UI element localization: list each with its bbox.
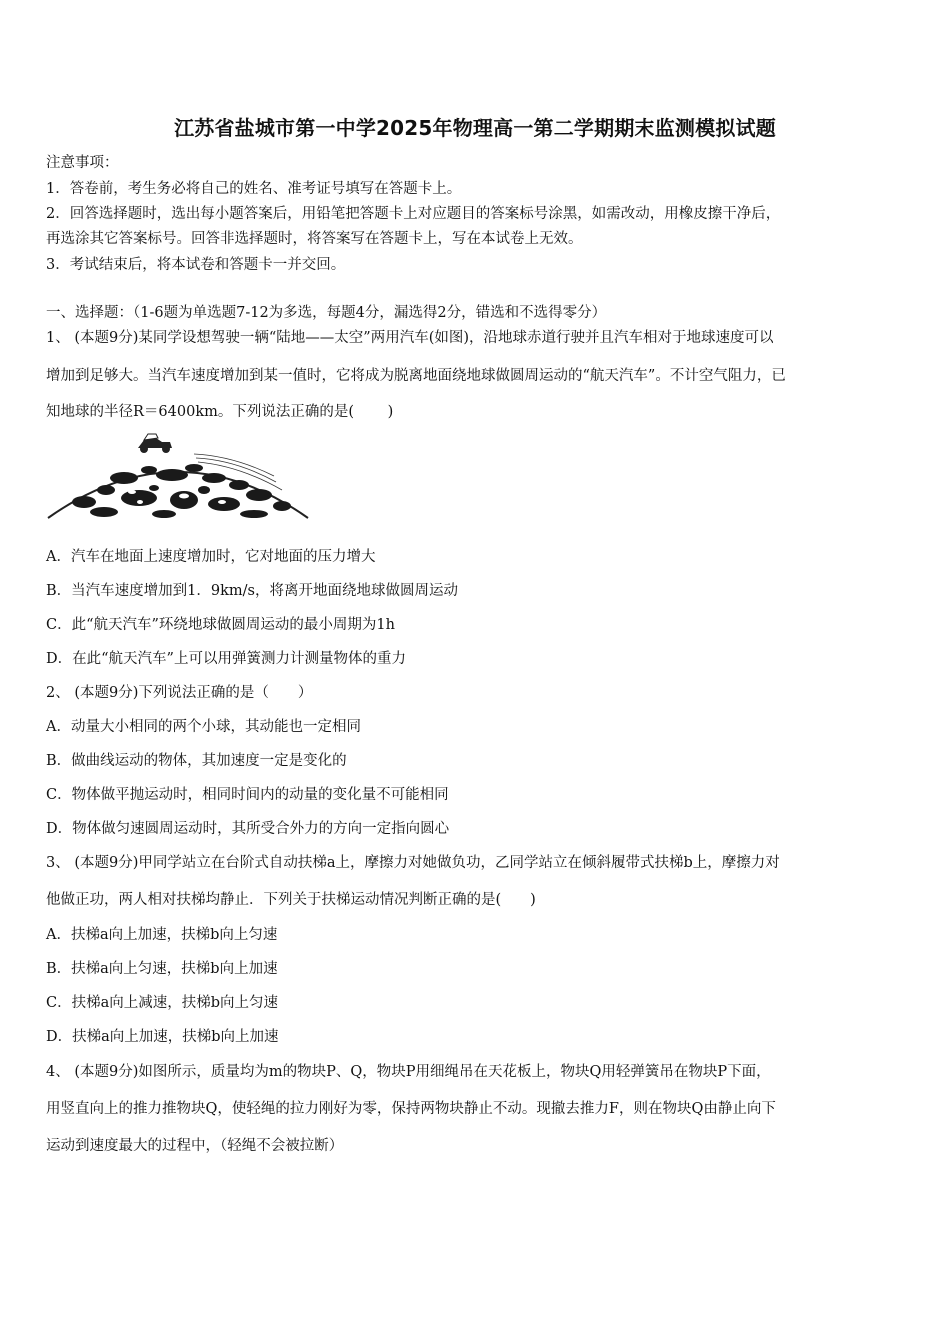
notice-item: 再选涂其它答案标号。回答非选择题时，将答案写在答题卡上，写在本试卷上无效。 [46, 231, 583, 247]
option-a: A．动量大小相同的两个小球，其动能也一定相同 [46, 719, 361, 735]
option-c: C．此“航天汽车”环绕地球做圆周运动的最小周期为1h [46, 617, 395, 633]
section-heading: 一、选择题：（1-6题为单选题7-12为多选，每题4分，漏选得2分，错选和不选得零分） [46, 305, 607, 321]
option-c: C．扶梯a向上减速，扶梯b向上匀速 [46, 995, 279, 1011]
page-title: 江苏省盐城市第一中学2025年物理高一第二学期期末监测模拟试题 [174, 116, 776, 140]
option-d: D．物体做匀速圆周运动时，其所受合外力的方向一定指向圆心 [46, 821, 450, 837]
question-4-text: 用竖直向上的推力推物块Q，使轻绳的拉力刚好为零，保持两物块静止不动。现撤去推力F，则在物块Q由静止向下 [46, 1101, 776, 1117]
earth-car-figure [44, 430, 312, 522]
option-a: A．扶梯a向上加速，扶梯b向上匀速 [46, 927, 278, 943]
option-a: A．汽车在地面上速度增加时，它对地面的压力增大 [46, 549, 376, 565]
question-2-text: 2、 (本题9分)下列说法正确的是（ ） [46, 685, 313, 701]
option-b: B．当汽车速度增加到1．9km/s，将离开地面绕地球做圆周运动 [46, 583, 458, 599]
option-c: C．物体做平抛运动时，相同时间内的动量的变化量不可能相同 [46, 787, 449, 803]
notice-item: 3．考试结束后，将本试卷和答题卡一并交回。 [46, 257, 346, 273]
question-1-text: 知地球的半径R＝6400km。下列说法正确的是( ) [46, 404, 394, 420]
question-4-text: 运动到速度最大的过程中，（轻绳不会被拉断） [46, 1138, 344, 1154]
option-b: B．扶梯a向上匀速，扶梯b向上加速 [46, 961, 278, 977]
notice-item: 1．答卷前，考生务必将自己的姓名、准考证号填写在答题卡上。 [46, 181, 462, 197]
option-d: D．扶梯a向上加速，扶梯b向上加速 [46, 1029, 279, 1045]
question-4-text: 4、 (本题9分)如图所示，质量均为m的物块P、Q，物块P用细绳吊在天花板上，物块Q用轻弹簧吊在物块P下面， [46, 1064, 771, 1080]
option-d: D．在此“航天汽车”上可以用弹簧测力计测量物体的重力 [46, 651, 406, 667]
question-3-text: 他做正功，两人相对扶梯均静止．下列关于扶梯运动情况判断正确的是( ) [46, 892, 536, 908]
option-b: B．做曲线运动的物体，其加速度一定是变化的 [46, 753, 347, 769]
notice-item: 2．回答选择题时，选出每小题答案后，用铅笔把答题卡上对应题目的答案标号涂黑，如需改动，用橡皮擦干净后， [46, 206, 781, 222]
question-3-text: 3、 (本题9分)甲同学站立在台阶式自动扶梯a上，摩擦力对她做负功，乙同学站立在倾斜履带式扶梯b上，摩擦力对 [46, 855, 780, 871]
question-1-text: 1、 (本题9分)某同学设想驾驶一辆“陆地——太空”两用汽车(如图)，沿地球赤道行驶并且汽车相对于地球速度可以 [46, 330, 774, 346]
notice-heading: 注意事项： [46, 155, 119, 171]
question-1-text: 增加到足够大。当汽车速度增加到某一值时，它将成为脱离地面绕地球做圆周运动的“航天汽车”。不计空气阻力，已 [46, 368, 786, 384]
